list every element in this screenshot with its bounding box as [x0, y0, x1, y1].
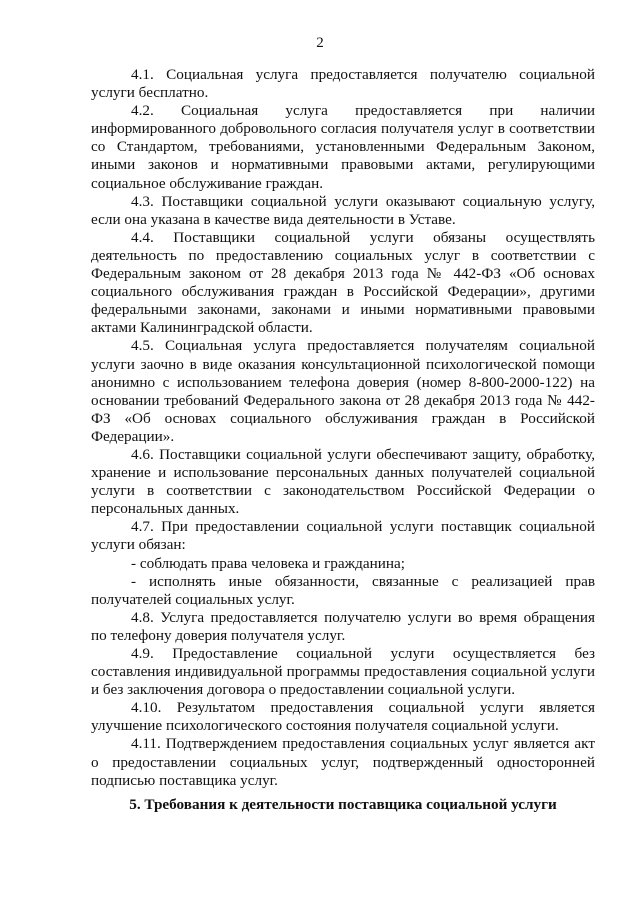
- paragraph-4-11: 4.11. Подтверждением предоставления социальных услуг является акт о предоставлении социальных услуг, подтвержденный односторонней подписью поставщика услуг.: [91, 735, 595, 789]
- section-heading: 5. Требования к деятельности поставщика социальной услуги: [129, 796, 557, 813]
- document-body: [91, 66, 595, 790]
- paragraph-4-3: 4.3. Поставщики социальной услуги оказывают социальную услугу, если она указана в качестве вида деятельности в Уставе.: [91, 192, 595, 228]
- paragraph-4-7: 4.7. При предоставлении социальной услуги поставщик социальной услуги обязан:: [91, 518, 595, 554]
- page-number: 2: [316, 35, 324, 51]
- paragraph-4-2: 4.2. Социальная услуга предоставляется при наличии информированного добровольного согласия получателя услуг в соответствии со Стандартом, требованиями, установленными Федеральным Законом, иными законов и нормативными правовыми актами, регулирующими социальное обслуживание граждан.: [91, 102, 595, 192]
- paragraph-4-10: 4.10. Результатом предоставления социальной услуги является улучшение психологического состояния получателя социальной услуги.: [91, 699, 595, 735]
- paragraph-4-4: 4.4. Поставщики социальной услуги обязаны осуществлять деятельность по предоставлению социальных услуг в соответствии с Федеральным законом от 28 декабря 2013 года № 442-ФЗ «Об основах социального обслуживания граждан в Российской Федерации», другими федеральными законами, законами и иными нормативными правовыми актами Калининградской области.: [91, 228, 595, 337]
- paragraph-4-8: 4.8. Услуга предоставляется получателю услуги во время обращения по телефону доверия получателя услуг.: [91, 608, 595, 644]
- paragraph-4-9: 4.9. Предоставление социальной услуги осуществляется без составления индивидуальной программы предоставления социальной услуги и без заключения договора о предоставлении социальной услуги.: [91, 645, 595, 699]
- paragraph-4-1: 4.1. Социальная услуга предоставляется получателю социальной услуги бесплатно.: [91, 66, 595, 102]
- paragraph-4-5: 4.5. Социальная услуга предоставляется получателям социальной услуги заочно в виде оказания консультационной психологической помощи анонимно с использованием телефона доверия (номер 8-800-2000-122) на основании требований Федерального закона от 28 декабря 2013 года № 442-ФЗ «Об основах социального обслуживания граждан в Российской Федерации».: [91, 337, 595, 445]
- paragraph-4-6: 4.6. Поставщики социальной услуги обеспечивают защиту, обработку, хранение и использование персональных данных получателей социальной услуги в соответствии с законодательством Российской Федерации о персональных данных.: [91, 445, 595, 518]
- obligation-item: - соблюдать права человека и гражданина;: [131, 554, 405, 572]
- obligation-item: - исполнять иные обязанности, связанные с реализацией прав получателей социальных услуг.: [91, 572, 595, 608]
